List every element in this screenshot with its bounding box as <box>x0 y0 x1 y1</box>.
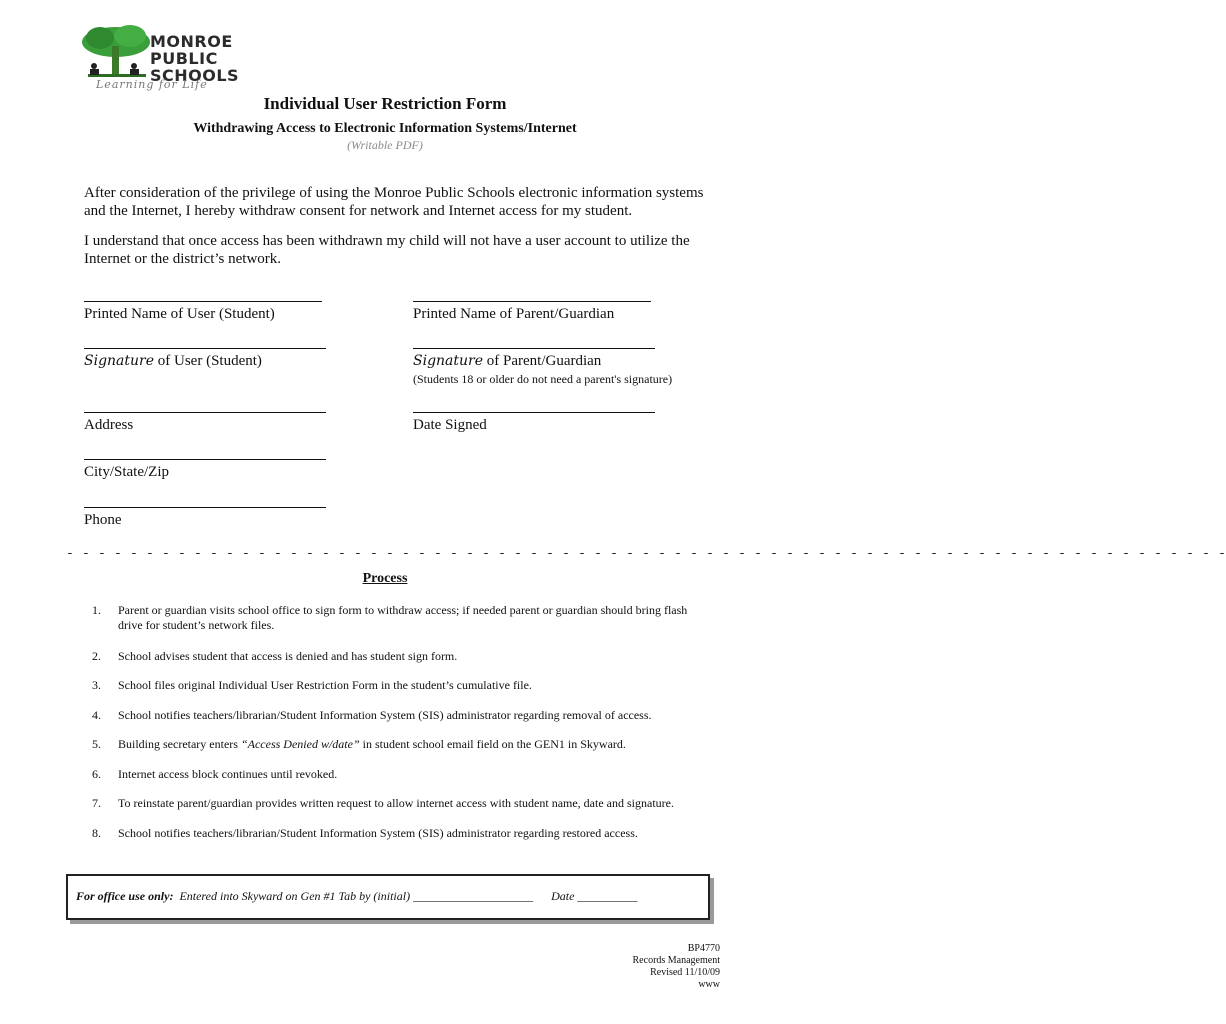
signature-parent-text: of Parent/Guardian <box>483 353 602 369</box>
address-field[interactable] <box>84 412 326 413</box>
phone-label: Phone <box>84 512 122 528</box>
logo-line-2: PUBLIC <box>150 49 218 68</box>
logo-line-3: SCHOOLS <box>150 66 240 85</box>
understanding-paragraph: I understand that once access has been withdrawn my child will not have a user account to utilize the Internet or the district’s network. <box>84 233 690 267</box>
step-text-emphasis: “Access Denied w/date” <box>240 737 360 751</box>
logo-wordmark <box>150 33 239 84</box>
writable-note: (Writable PDF) <box>347 138 423 152</box>
consent-paragraph: After consideration of the privilege of using the Monroe Public Schools electronic information systems and the Internet, I hereby withdraw consent for network and Internet access for my student. <box>84 185 704 219</box>
step-number: 8. <box>92 826 101 840</box>
step-text-before: Building secretary enters <box>118 737 241 751</box>
step-number: 6. <box>92 767 101 781</box>
revised-date: Revised 11/10/09 <box>650 967 720 978</box>
logo-tagline: Learning for Life <box>96 78 208 91</box>
form-title: Individual User Restriction Form <box>263 94 507 113</box>
step-text <box>118 737 708 752</box>
signature-user-text: of User (Student) <box>154 353 262 369</box>
printed-name-user-field[interactable] <box>84 301 322 302</box>
office-date-field[interactable]: Date __________ <box>551 889 638 903</box>
city-state-zip-field[interactable] <box>84 459 326 460</box>
signature-user-label <box>84 353 262 370</box>
step-text: To reinstate parent/guardian provides written request to allow internet access with student name, date and signature. <box>118 796 674 810</box>
records-www: www <box>698 979 720 990</box>
step-text: Parent or guardian visits school office to sign form to withdraw access; if needed parent or guardian should bring flash drive for student’s network files. <box>118 603 688 632</box>
printed-name-parent-field[interactable] <box>413 301 651 302</box>
tree-reading-icon <box>78 24 158 84</box>
step-text: School files original Individual User Restriction Form in the student’s cumulative file. <box>118 678 532 692</box>
cut-line-separator: - - - - - - - - - - - - - - - - - - - - - - - - - - - - - - - - - - - - - - - - - - - - - - - - - - - - - - - - - - - - - - - - - - - - - - - - - <box>66 546 1226 561</box>
city-state-zip-label: City/State/Zip <box>84 464 169 480</box>
printed-name-user-label: Printed Name of User (Student) <box>84 306 275 322</box>
logo-line-1: MONROE <box>150 32 233 51</box>
records-footer <box>520 943 720 991</box>
step-text: Internet access block continues until revoked. <box>118 767 338 781</box>
signature-parent-field[interactable] <box>413 348 655 349</box>
step-number: 1. <box>92 603 101 617</box>
date-signed-field[interactable] <box>413 412 655 413</box>
form-subtitle: Withdrawing Access to Electronic Information Systems/Internet <box>193 121 577 136</box>
step-text: School notifies teachers/librarian/Student Information System (SIS) administrator regarding removal of access. <box>118 708 652 722</box>
signature-script-word: Signature <box>84 353 155 369</box>
office-use-label: For office use only: <box>76 889 174 903</box>
step-text-after: in student school email field on the GEN1 in Skyward. <box>359 737 626 751</box>
signature-script-word: Signature <box>413 353 484 369</box>
process-heading: Process <box>362 571 408 586</box>
step-text: School advises student that access is denied and has student sign form. <box>118 649 458 663</box>
step-number: 4. <box>92 708 101 722</box>
phone-field[interactable] <box>84 507 326 508</box>
policy-code: BP4770 <box>687 943 720 954</box>
step-number: 2. <box>92 649 101 663</box>
records-dept: Records Management <box>632 955 720 966</box>
signature-parent-label <box>413 353 601 370</box>
address-label: Address <box>84 417 134 433</box>
step-text: School notifies teachers/librarian/Student Information System (SIS) administrator regarding restored access. <box>118 826 638 840</box>
step-number: 5. <box>92 737 101 751</box>
office-use-text <box>76 889 637 904</box>
step-number: 7. <box>92 796 101 810</box>
date-signed-label: Date Signed <box>413 417 487 433</box>
signature-note: (Students 18 or older do not need a parent's signature) <box>413 372 673 386</box>
signature-user-field[interactable] <box>84 348 326 349</box>
step-number: 3. <box>92 678 101 692</box>
office-entered-field[interactable]: Entered into Skyward on Gen #1 Tab by (initial) ____________________ <box>179 889 534 903</box>
printed-name-parent-label: Printed Name of Parent/Guardian <box>413 306 615 322</box>
